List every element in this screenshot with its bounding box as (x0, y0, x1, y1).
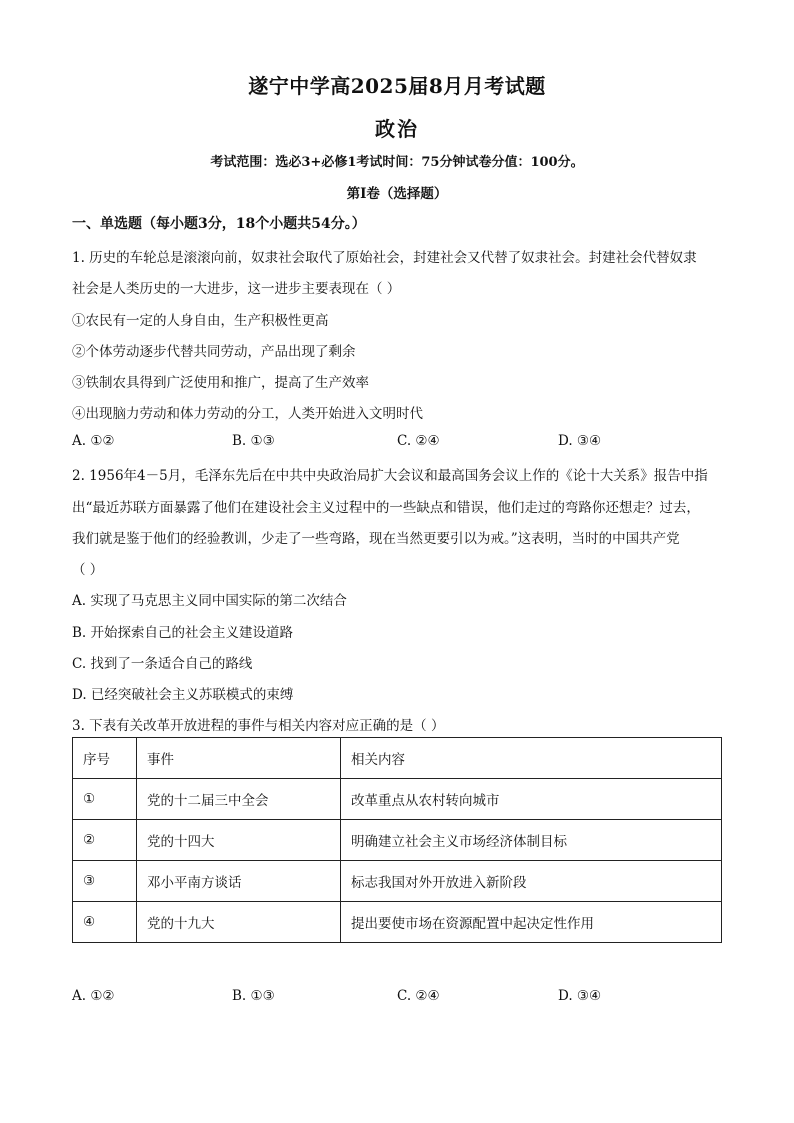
table-row (73, 902, 722, 943)
q1-option-d[interactable]: D. ③④ (558, 433, 602, 449)
table-cell: ② (73, 820, 137, 861)
volume-heading: 第Ⅰ卷（选择题） (346, 186, 448, 202)
table-cell: 改革重点从农村转向城市 (341, 779, 722, 820)
q3-table (72, 737, 722, 943)
q2-stem-line-1: 2. 1956年4－5月，毛泽东先后在中共中央政治局扩大会议和最高国务会议上作的《论十大关系》报告中指 (72, 468, 708, 484)
subject-title: 政治 (375, 117, 419, 141)
table-cell: 明确建立社会主义市场经济体制目标 (341, 820, 722, 861)
q1-option-c[interactable]: C. ②④ (397, 433, 440, 449)
table-cell: 党的十九大 (137, 902, 341, 943)
table-cell: 标志我国对外开放进入新阶段 (341, 861, 722, 902)
q1-item-2: ②个体劳动逐步代替共同劳动，产品出现了剩余 (72, 344, 356, 360)
q2-option-c[interactable]: C. 找到了一条适合自己的路线 (72, 656, 253, 672)
q1-item-4: ④出现脑力劳动和体力劳动的分工，人类开始进入文明时代 (72, 406, 423, 422)
table-cell: ④ (73, 902, 137, 943)
q3-option-c[interactable]: C. ②④ (397, 988, 440, 1004)
table-cell: 邓小平南方谈话 (137, 861, 341, 902)
q2-option-a[interactable]: A. 实现了马克思主义同中国实际的第二次结合 (72, 593, 347, 609)
table-cell: ① (73, 779, 137, 820)
table-header-row (73, 738, 722, 779)
table-cell: ③ (73, 861, 137, 902)
table-cell: 党的十四大 (137, 820, 341, 861)
q3-stem: 3. 下表有关改革开放进程的事件与相关内容对应正确的是（ ） (72, 718, 445, 734)
q1-option-b[interactable]: B. ①③ (232, 433, 275, 449)
q1-item-3: ③铁制农具得到广泛使用和推广，提高了生产效率 (72, 375, 369, 391)
table-cell: 提出要使市场在资源配置中起决定性作用 (341, 902, 722, 943)
exam-title: 遂宁中学高2025届8月月考试题 (248, 74, 546, 98)
table-header-cell: 事件 (137, 738, 341, 779)
table-row (73, 820, 722, 861)
q3-option-a[interactable]: A. ①② (72, 988, 115, 1004)
table-row (73, 779, 722, 820)
table-header-cell: 序号 (73, 738, 137, 779)
q3-option-b[interactable]: B. ①③ (232, 988, 275, 1004)
q2-option-b[interactable]: B. 开始探索自己的社会主义建设道路 (72, 625, 294, 641)
table-cell: 党的十二届三中全会 (137, 779, 341, 820)
table-row (73, 861, 722, 902)
q1-item-1: ①农民有一定的人身自由，生产积极性更高 (72, 313, 329, 329)
q2-stem-line-3: 我们就是鉴于他们的经验教训，少走了一些弯路，现在当然更要引以为戒。”这表明，当时的中国共产党 (72, 531, 680, 547)
q1-option-a[interactable]: A. ①② (72, 433, 115, 449)
q1-stem-line-1: 1. 历史的车轮总是滚滚向前，奴隶社会取代了原始社会，封建社会又代替了奴隶社会。封建社会代替奴隶 (72, 250, 697, 266)
section-heading: 一、单选题（每小题3分，18个小题共54分。） (72, 216, 366, 232)
q3-option-d[interactable]: D. ③④ (558, 988, 602, 1004)
q2-option-d[interactable]: D. 已经突破社会主义苏联模式的束缚 (72, 687, 294, 703)
table-header-cell: 相关内容 (341, 738, 722, 779)
exam-meta: 考试范围：选必3+必修1考试时间：75分钟试卷分值：100分。 (210, 155, 584, 170)
q2-stem-line-4: （ ） (72, 562, 104, 578)
q2-stem-line-2: 出“最近苏联方面暴露了他们在建设社会主义过程中的一些缺点和错误，他们走过的弯路你还想走？过去， (72, 500, 700, 516)
q1-stem-line-2: 社会是人类历史的一大进步，这一进步主要表现在（ ） (72, 281, 401, 297)
